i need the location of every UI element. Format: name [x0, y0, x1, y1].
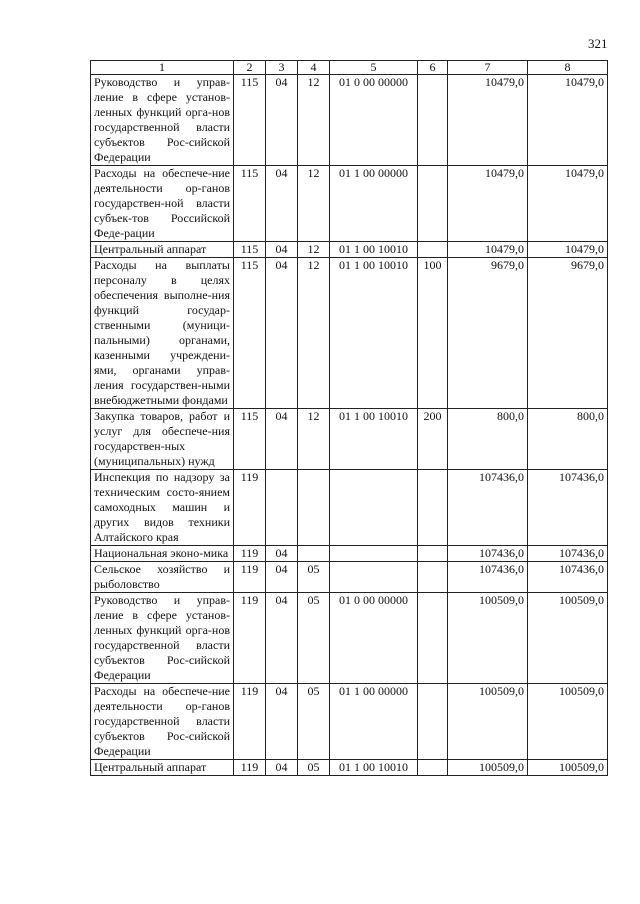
amount-col7: 10479,0	[448, 75, 528, 166]
grbs-code: 119	[234, 760, 266, 776]
amount-col8: 100509,0	[528, 684, 608, 760]
section-code	[266, 470, 298, 546]
column-header: 5	[330, 61, 418, 75]
grbs-code: 119	[234, 470, 266, 546]
item-name: Руководство и управ-ление в сфере установ-ленных функций орга-нов государственной власти субъектов Рос-сийской Федерации	[91, 593, 234, 684]
amount-col7: 100509,0	[448, 684, 528, 760]
grbs-code: 115	[234, 242, 266, 258]
expense-type-code	[418, 760, 448, 776]
column-header: 6	[418, 61, 448, 75]
table-row	[91, 760, 608, 776]
expense-type-code	[418, 684, 448, 760]
subsection-code: 12	[298, 258, 330, 409]
item-name: Национальная эконо-мика	[91, 546, 234, 562]
column-header: 3	[266, 61, 298, 75]
amount-col7: 800,0	[448, 409, 528, 470]
item-name: Сельское хозяйство и рыболовство	[91, 562, 234, 593]
table-row	[91, 593, 608, 684]
amount-col8: 10479,0	[528, 242, 608, 258]
amount-col7: 10479,0	[448, 242, 528, 258]
table-row	[91, 562, 608, 593]
expense-type-code	[418, 593, 448, 684]
target-article-code	[330, 470, 418, 546]
section-code: 04	[266, 166, 298, 242]
expense-type-code	[418, 470, 448, 546]
grbs-code: 119	[234, 562, 266, 593]
target-article-code: 01 0 00 00000	[330, 75, 418, 166]
item-name: Центральный аппарат	[91, 760, 234, 776]
section-code: 04	[266, 546, 298, 562]
subsection-code	[298, 470, 330, 546]
grbs-code: 115	[234, 75, 266, 166]
page-number: 321	[588, 36, 608, 51]
amount-col8: 800,0	[528, 409, 608, 470]
expense-type-code	[418, 562, 448, 593]
target-article-code: 01 1 00 00000	[330, 166, 418, 242]
item-name: Инспекция по надзору за техническим состо-янием самоходных машин и других видов техники Алтайского края	[91, 470, 234, 546]
amount-col7: 10479,0	[448, 166, 528, 242]
table-row	[91, 684, 608, 760]
subsection-code: 05	[298, 593, 330, 684]
section-code: 04	[266, 593, 298, 684]
section-code: 04	[266, 242, 298, 258]
subsection-code	[298, 546, 330, 562]
subsection-code: 12	[298, 166, 330, 242]
column-header: 2	[234, 61, 266, 75]
grbs-code: 119	[234, 593, 266, 684]
item-name: Закупка товаров, работ и услуг для обеспече-ния государствен-ных (муниципальных) нужд	[91, 409, 234, 470]
section-code: 04	[266, 258, 298, 409]
subsection-code: 12	[298, 409, 330, 470]
amount-col8: 10479,0	[528, 75, 608, 166]
expense-type-code	[418, 546, 448, 562]
table-row	[91, 409, 608, 470]
amount-col8: 10479,0	[528, 166, 608, 242]
expense-type-code	[418, 166, 448, 242]
expense-type-code	[418, 242, 448, 258]
subsection-code: 05	[298, 760, 330, 776]
section-code: 04	[266, 760, 298, 776]
amount-col7: 107436,0	[448, 470, 528, 546]
amount-col8: 107436,0	[528, 546, 608, 562]
table-row	[91, 75, 608, 166]
grbs-code: 119	[234, 684, 266, 760]
target-article-code: 01 1 00 10010	[330, 258, 418, 409]
table-row	[91, 166, 608, 242]
grbs-code: 115	[234, 258, 266, 409]
budget-table	[90, 60, 608, 776]
expense-type-code: 100	[418, 258, 448, 409]
section-code: 04	[266, 409, 298, 470]
column-header: 4	[298, 61, 330, 75]
table-row	[91, 242, 608, 258]
target-article-code: 01 0 00 00000	[330, 593, 418, 684]
expense-type-code	[418, 75, 448, 166]
target-article-code: 01 1 00 10010	[330, 760, 418, 776]
subsection-code: 05	[298, 684, 330, 760]
column-header: 1	[91, 61, 234, 75]
item-name: Расходы на выплаты персоналу в целях обеспечения выполне-ния функций государ-ственными (муници-пальными) органами, казенными учреждени-ями, органами управ-ления государствен-ными внебюджетными фондами	[91, 258, 234, 409]
amount-col7: 100509,0	[448, 593, 528, 684]
grbs-code: 119	[234, 546, 266, 562]
table-row	[91, 546, 608, 562]
target-article-code: 01 1 00 10010	[330, 242, 418, 258]
amount-col8: 100509,0	[528, 593, 608, 684]
amount-col8: 100509,0	[528, 760, 608, 776]
column-header: 7	[448, 61, 528, 75]
target-article-code: 01 1 00 00000	[330, 684, 418, 760]
expense-type-code: 200	[418, 409, 448, 470]
amount-col7: 107436,0	[448, 546, 528, 562]
item-name: Руководство и управ-ление в сфере установ-ленных функций орга-нов государственной власти субъектов Рос-сийской Федерации	[91, 75, 234, 166]
grbs-code: 115	[234, 166, 266, 242]
target-article-code	[330, 562, 418, 593]
amount-col8: 107436,0	[528, 562, 608, 593]
grbs-code: 115	[234, 409, 266, 470]
item-name: Расходы на обеспече-ние деятельности ор-ганов государствен-ной власти субъек-тов Российской Феде-рации	[91, 166, 234, 242]
target-article-code: 01 1 00 10010	[330, 409, 418, 470]
subsection-code: 05	[298, 562, 330, 593]
amount-col7: 9679,0	[448, 258, 528, 409]
amount-col7: 107436,0	[448, 562, 528, 593]
amount-col7: 100509,0	[448, 760, 528, 776]
section-code: 04	[266, 75, 298, 166]
table-row	[91, 470, 608, 546]
subsection-code: 12	[298, 242, 330, 258]
section-code: 04	[266, 684, 298, 760]
section-code: 04	[266, 562, 298, 593]
subsection-code: 12	[298, 75, 330, 166]
item-name: Центральный аппарат	[91, 242, 234, 258]
item-name: Расходы на обеспече-ние деятельности ор-ганов государственной власти субъектов Рос-сийской Федерации	[91, 684, 234, 760]
column-number-row	[91, 61, 608, 75]
target-article-code	[330, 546, 418, 562]
amount-col8: 107436,0	[528, 470, 608, 546]
column-header: 8	[528, 61, 608, 75]
amount-col8: 9679,0	[528, 258, 608, 409]
table-row	[91, 258, 608, 409]
